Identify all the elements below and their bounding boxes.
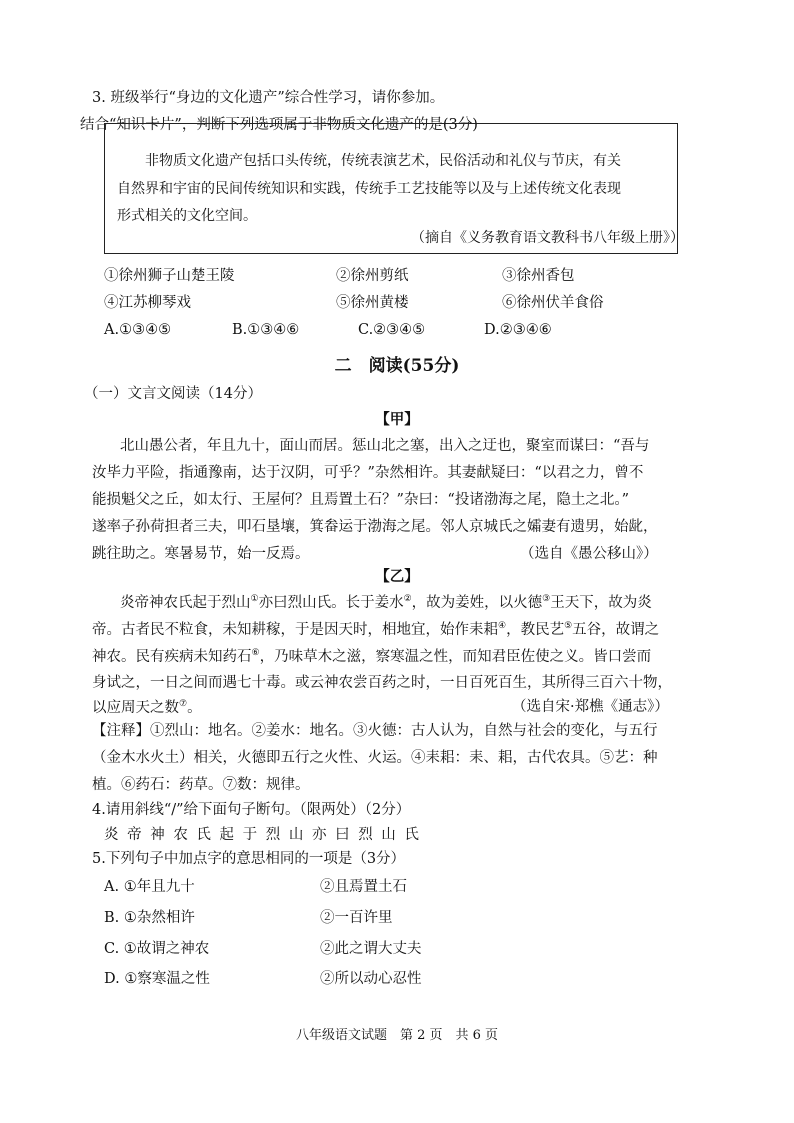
q3-item-3: ③徐州香包 [502,268,575,284]
yi-line-2: 帝。古者民不粒食，未知耕稼，于是因天时，相地宜，始作耒耜④，教民艺⑤五谷，故谓之 [92,621,660,638]
notes-line-2: （金木水火土）相关，火德即五行之火性、火运。④耒耜：耒、耜，古代农具。⑤艺：种 [92,750,658,766]
section-sub: （一）文言文阅读（14分） [84,386,262,402]
q3-item-6: ⑥徐州伏羊食俗 [502,295,604,311]
card-source: （摘自《义务教育语文教科书八年级上册》） [411,230,684,246]
card-line-1: 非物质文化遗产包括口头传统，传统表演艺术，民俗活动和礼仪与节庆，有关 [145,153,621,169]
card-line-3: 形式相关的文化空间。 [117,208,257,224]
card-line-2: 自然界和宇宙的民间传统知识和实践，传统手工艺技能等以及与上述传统文化表现 [117,181,621,197]
yi-line-4: 身试之，一日之间而遇七十毒。或云神农尝百药之时，一日百死百生，其所得三百六十物， [92,675,672,691]
jia-line-2: 汝毕力平险，指通豫南，达于汉阴，可乎？”杂然相许。其妻献疑曰：“以君之力，曾不 [92,465,644,481]
q3-choice-d: D.②③④⑥ [484,322,552,338]
q5-stem: 5.下列句子中加点字的意思相同的一项是（3分） [92,851,406,867]
q3-item-2: ②徐州剪纸 [336,268,409,284]
jia-source: （选自《愚公移山》） [520,546,658,562]
q4-sentence: 炎 帝 神 农 氏 起 于 烈 山 亦 曰 烈 山 氏 [104,827,421,843]
jia-line-5: 跳往助之。寒暑易节，始一反焉。 [92,546,310,562]
yi-line-3: 神农。民有疾病未知药石⑥，乃味草木之滋，察寒温之性，而知君臣佐使之义。皆口尝而 [92,648,652,665]
q5-d1: D. ①察寒温之性 [104,971,210,987]
q3-choice-b: B.①③④⑥ [232,322,300,338]
q5-b2: ②一百许里 [320,910,393,926]
q5-b1: B. ①杂然相许 [104,910,195,926]
yi-line-1: 炎帝神农氏起于烈山①亦曰烈山氏。长于姜水②，故为姜姓，以火德③王天下，故为炎 [120,594,652,611]
q3-choice-a: A.①③④⑤ [104,322,172,338]
q3-choice-c: C.②③④⑤ [358,322,426,338]
knowledge-card [104,123,684,254]
yi-line-5: 以应周天之数⑦。 [92,699,202,716]
q4-stem: 4.请用斜线“/”给下面句子断句。（限两处）（2分） [92,802,411,818]
q5-a1: A. ①年且九十 [104,879,195,895]
q3-prompt: 结合“知识卡片”，判断下列选项属于非物质文化遗产的是(3分) [80,117,478,133]
q5-c2: ②此之谓大丈夫 [320,941,422,957]
jia-line-4: 遂率子孙荷担者三夫，叩石垦壤，箕畚运于渤海之尾。邻人京城氏之孀妻有遗男，始龀， [92,519,658,535]
jia-line-3: 能损魁父之丘，如太行、王屋何？且焉置土石？”杂曰：“投诸渤海之尾，隐土之北。” [92,492,629,508]
yi-label: 【乙】 [375,568,419,585]
q5-d2: ②所以动心忍性 [320,971,422,987]
jia-line-1: 北山愚公者，年且九十，面山而居。惩山北之塞，出入之迂也，聚室而谋曰：“吾与 [120,438,650,454]
page-footer: 八年级语文试题 第 2 页 共 6 页 [295,1028,499,1043]
notes-line-1: 【注释】①烈山：地名。②姜水：地名。③火德：古人认为，自然与社会的变化，与五行 [92,723,658,739]
q3-item-5: ⑤徐州黄楼 [336,295,409,311]
q5-a2: ②且焉置土石 [320,879,407,895]
section-title: 二 阅读(55分) [334,356,460,376]
jia-label: 【甲】 [375,411,419,428]
q3-stem: 3. 班级举行“身边的文化遗产”综合性学习，请你参加。 [92,90,445,106]
q3-item-1: ①徐州狮子山楚王陵 [104,268,235,284]
q5-c1: C. ①故谓之神农 [104,941,210,957]
yi-source: （选自宋·郑樵《通志》） [512,699,669,715]
q3-item-4: ④江苏柳琴戏 [104,295,191,311]
notes-line-3: 植。⑥药石：药草。⑦数：规律。 [92,777,310,793]
